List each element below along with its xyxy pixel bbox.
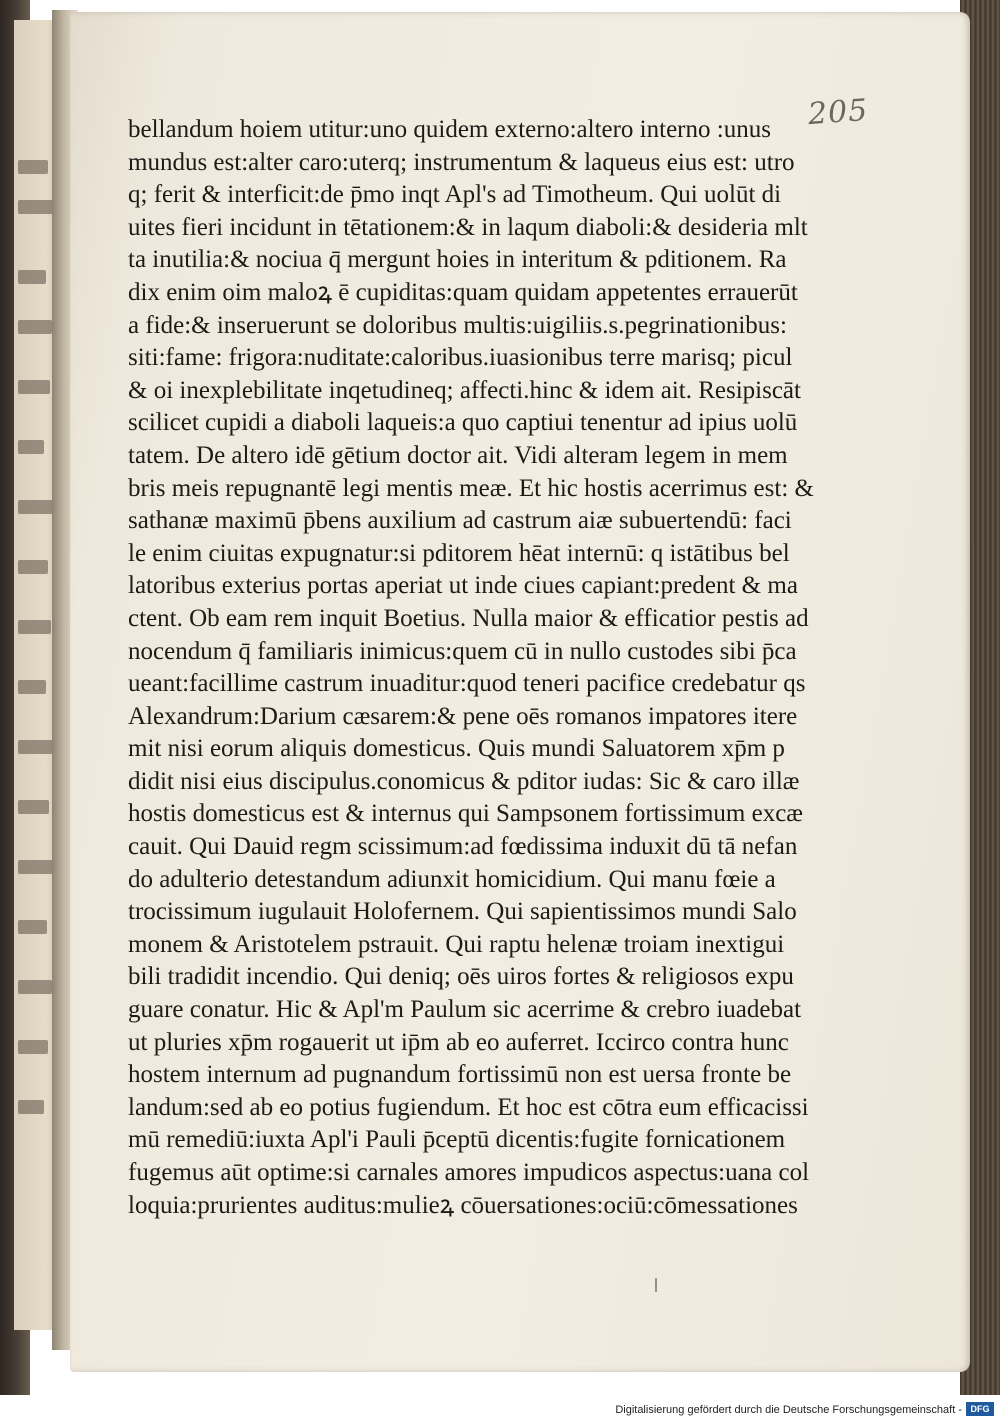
text-line: bellandum hoiem utitur:uno quidem externo:altero interno :unus bbox=[128, 116, 771, 143]
text-line: didit nisi eius discipulus.conomicus & pditor iudas: Sic & caro illæ bbox=[128, 767, 800, 795]
text-line: monem & Aristotelem pstrauit. Qui raptu helenæ troiam inextigui bbox=[128, 930, 785, 958]
text-line: ueant:facillime castrum inuaditur:quod teneri pacifice credebatur qs bbox=[128, 670, 806, 698]
text-line: cauit. Qui Dauid regm scissimum:ad fœdissima induxit dū tā nefan bbox=[128, 833, 798, 861]
text-line: tatem. De altero idē gētium doctor ait. Vidi alteram legem in mem bbox=[128, 441, 788, 469]
text-line: mit nisi eorum aliquis domesticus. Quis mundi Saluatorem xp̄m p bbox=[128, 735, 785, 763]
text-line: landum:sed ab eo potius fugiendum. Et hoc est cōtra eum efficacissi bbox=[128, 1093, 809, 1121]
text-block bbox=[128, 114, 828, 1222]
text-line: & oi inexplebilitate inqetudineq; affecti.hinc & idem ait. Resipiscāt bbox=[128, 376, 801, 404]
text-line: do adulterio detestandum adiunxit homicidium. Qui manu fœie a bbox=[128, 865, 776, 893]
text-line: hostis domesticus est & internus qui Sampsonem fortissimum excæ bbox=[128, 800, 803, 828]
pencil-mark bbox=[655, 1278, 657, 1292]
text-line: ta inutilia:& nociua q̄ mergunt hoies in interitum & pditionem. Ra bbox=[128, 246, 787, 274]
text-line: le enim ciuitas expugnatur:si pditorem hēat internū: q istātibus bel bbox=[128, 539, 790, 567]
text-line: sathanæ maximū p̄bens auxilium ad castrum aiæ subuertendū: faci bbox=[128, 507, 792, 535]
text-line: scilicet cupidi a diaboli laqueis:a quo captiui tenentur ad ipius uolū bbox=[128, 409, 798, 437]
text-line: ut pluries xp̄m rogauerit ut ip̄m ab eo auferret. Iccirco contra hunc bbox=[128, 1028, 789, 1056]
folio-number: 205 bbox=[806, 92, 870, 133]
text-line: uites fieri incidunt in tētationem:& in laqum diaboli:& desideria mlt bbox=[128, 213, 808, 241]
dfg-logo: DFG bbox=[966, 1402, 994, 1416]
funding-credit: Digitalisierung gefördert durch die Deutsche Forschungsgemeinschaft - bbox=[615, 1404, 962, 1416]
text-line: bris meis repugnantē legi mentis meæ. Et hic hostis acerrimus est: & bbox=[128, 474, 814, 502]
text-line: trocissimum iugulauit Holofernem. Qui sapientissimos mundi Salo bbox=[128, 898, 797, 926]
text-line: mū remediū:iuxta Apl'i Pauli p̄ceptū dicentis:fugite fornicationem bbox=[128, 1126, 786, 1154]
text-line: ctent. Ob eam rem inquit Boetius. Nulla maior & efficatior pestis ad bbox=[128, 604, 809, 632]
text-line: latoribus exterius portas aperiat ut inde ciues capiant:predent & ma bbox=[128, 572, 798, 600]
text-line: mundus est:alter caro:uterq; instrumentum & laqueus eius est: utro bbox=[128, 148, 795, 176]
text-line: bili tradidit incendio. Qui deniq; oēs uiros fortes & religiosos expu bbox=[128, 963, 794, 991]
text-line: siti:fame: frigora:nuditate:caloribus.iuasionibus terre marisq; picul bbox=[128, 344, 793, 372]
text-line: q; ferit & interficit:de p̄mo inqt Apl's ad Timotheum. Qui uolūt di bbox=[128, 181, 782, 209]
text-line: nocendum q̄ familiaris inimicus:quem cū in nullo custodes sibi p̄ca bbox=[128, 637, 797, 665]
text-line: Alexandrum:Darium cæsarem:& pene oēs romanos impatores itere bbox=[128, 702, 798, 730]
text-line: hostem internum ad pugnandum fortissimū non est uersa fronte be bbox=[128, 1061, 792, 1089]
text-line: loquia:prurientes auditus:mulieꝝ cōuersationes:ociū:cōmessationes bbox=[128, 1191, 798, 1219]
text-line: fugemus aūt optime:si carnales amores impudicos aspectus:uana col bbox=[128, 1159, 810, 1186]
text-line: a fide:& inseruerunt se doloribus multis:uigiliis.s.pegrinationibus: bbox=[128, 311, 787, 339]
text-line: guare conatur. Hic & Apl'm Paulum sic acerrime & crebro iuadebat bbox=[128, 996, 802, 1024]
text-line: dix enim oim maloꝝ ē cupiditas:quam quidam appetentes errauerūt bbox=[128, 278, 798, 306]
